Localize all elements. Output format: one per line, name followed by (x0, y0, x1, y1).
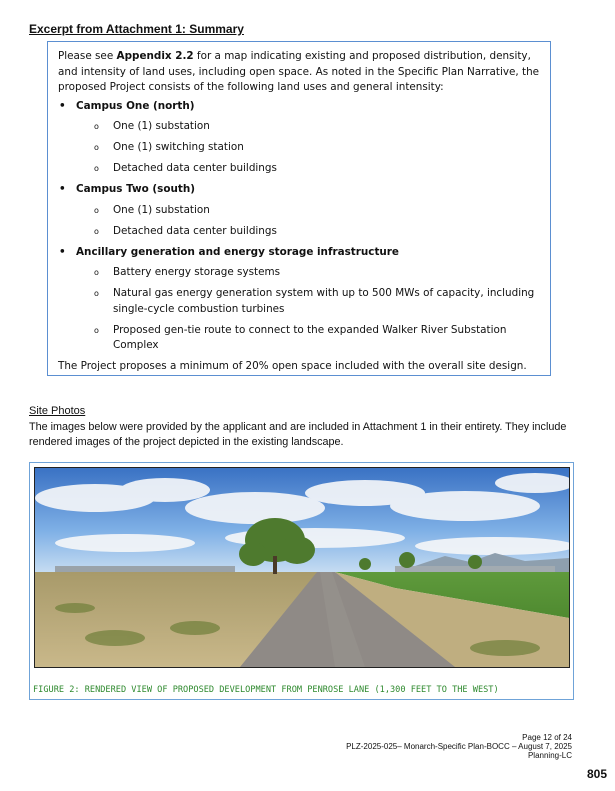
list-item: o Proposed gen-tie route to connect to the expanded Walker River Substation Complex (76, 323, 541, 354)
landscape-illustration (35, 468, 569, 667)
site-photos-title: Site Photos (29, 405, 86, 417)
land-use-section (58, 182, 541, 239)
list-item: o Battery energy storage systems (76, 265, 541, 281)
page-number: 805 (586, 767, 607, 781)
site-photos-text: The images below were provided by the applicant and are included in Attachment 1 in their entirety. They include rendered images of the project depicted in the existing landscape. (29, 421, 567, 448)
footer-page-count: Page 12 of 24 (522, 733, 572, 742)
list-item: o Natural gas energy generation system with up to 500 MWs of capacity, including single-cycle combustion turbines (76, 286, 541, 317)
list-item: o One (1) substation (76, 119, 541, 135)
summary-intro: Please see Appendix 2.2 for a map indicating existing and proposed distribution, density, and intensity of land uses, including open space. As noted in the Specific Plan Narrative, the proposed Project consists of the following land uses and general intensity: (58, 50, 540, 93)
footer-reference: PLZ-2025-025– Monarch-Specific Plan-BOCC – August 7, 2025 (346, 742, 572, 751)
footer-department: Planning-LC (527, 751, 572, 760)
section-title: Ancillary generation and energy storage infrastructure (76, 245, 399, 258)
list-item: o Detached data center buildings (76, 161, 541, 177)
section-title: Campus One (north) (76, 99, 195, 112)
list-item: o One (1) substation (76, 203, 541, 219)
rendered-landscape-photo (34, 467, 570, 668)
figure-caption: FIGURE 2: RENDERED VIEW OF PROPOSED DEVELOPMENT FROM PENROSE LANE (1,300 FEET TO THE WEST) (33, 685, 499, 695)
land-use-section (58, 245, 541, 354)
page-footer (346, 733, 572, 760)
appendix-reference: Appendix 2.2 (116, 50, 194, 62)
summary-closing: The Project proposes a minimum of 20% open space included with the overall site design. (58, 359, 527, 372)
excerpt-heading: Excerpt from Attachment 1: Summary (29, 22, 244, 36)
list-item: o One (1) switching station (76, 140, 541, 156)
section-title: Campus Two (south) (76, 183, 195, 195)
land-use-list (58, 99, 541, 354)
figure-frame (29, 462, 574, 700)
land-use-section (58, 99, 541, 177)
list-item: o Detached data center buildings (76, 224, 541, 240)
summary-box (47, 41, 551, 376)
